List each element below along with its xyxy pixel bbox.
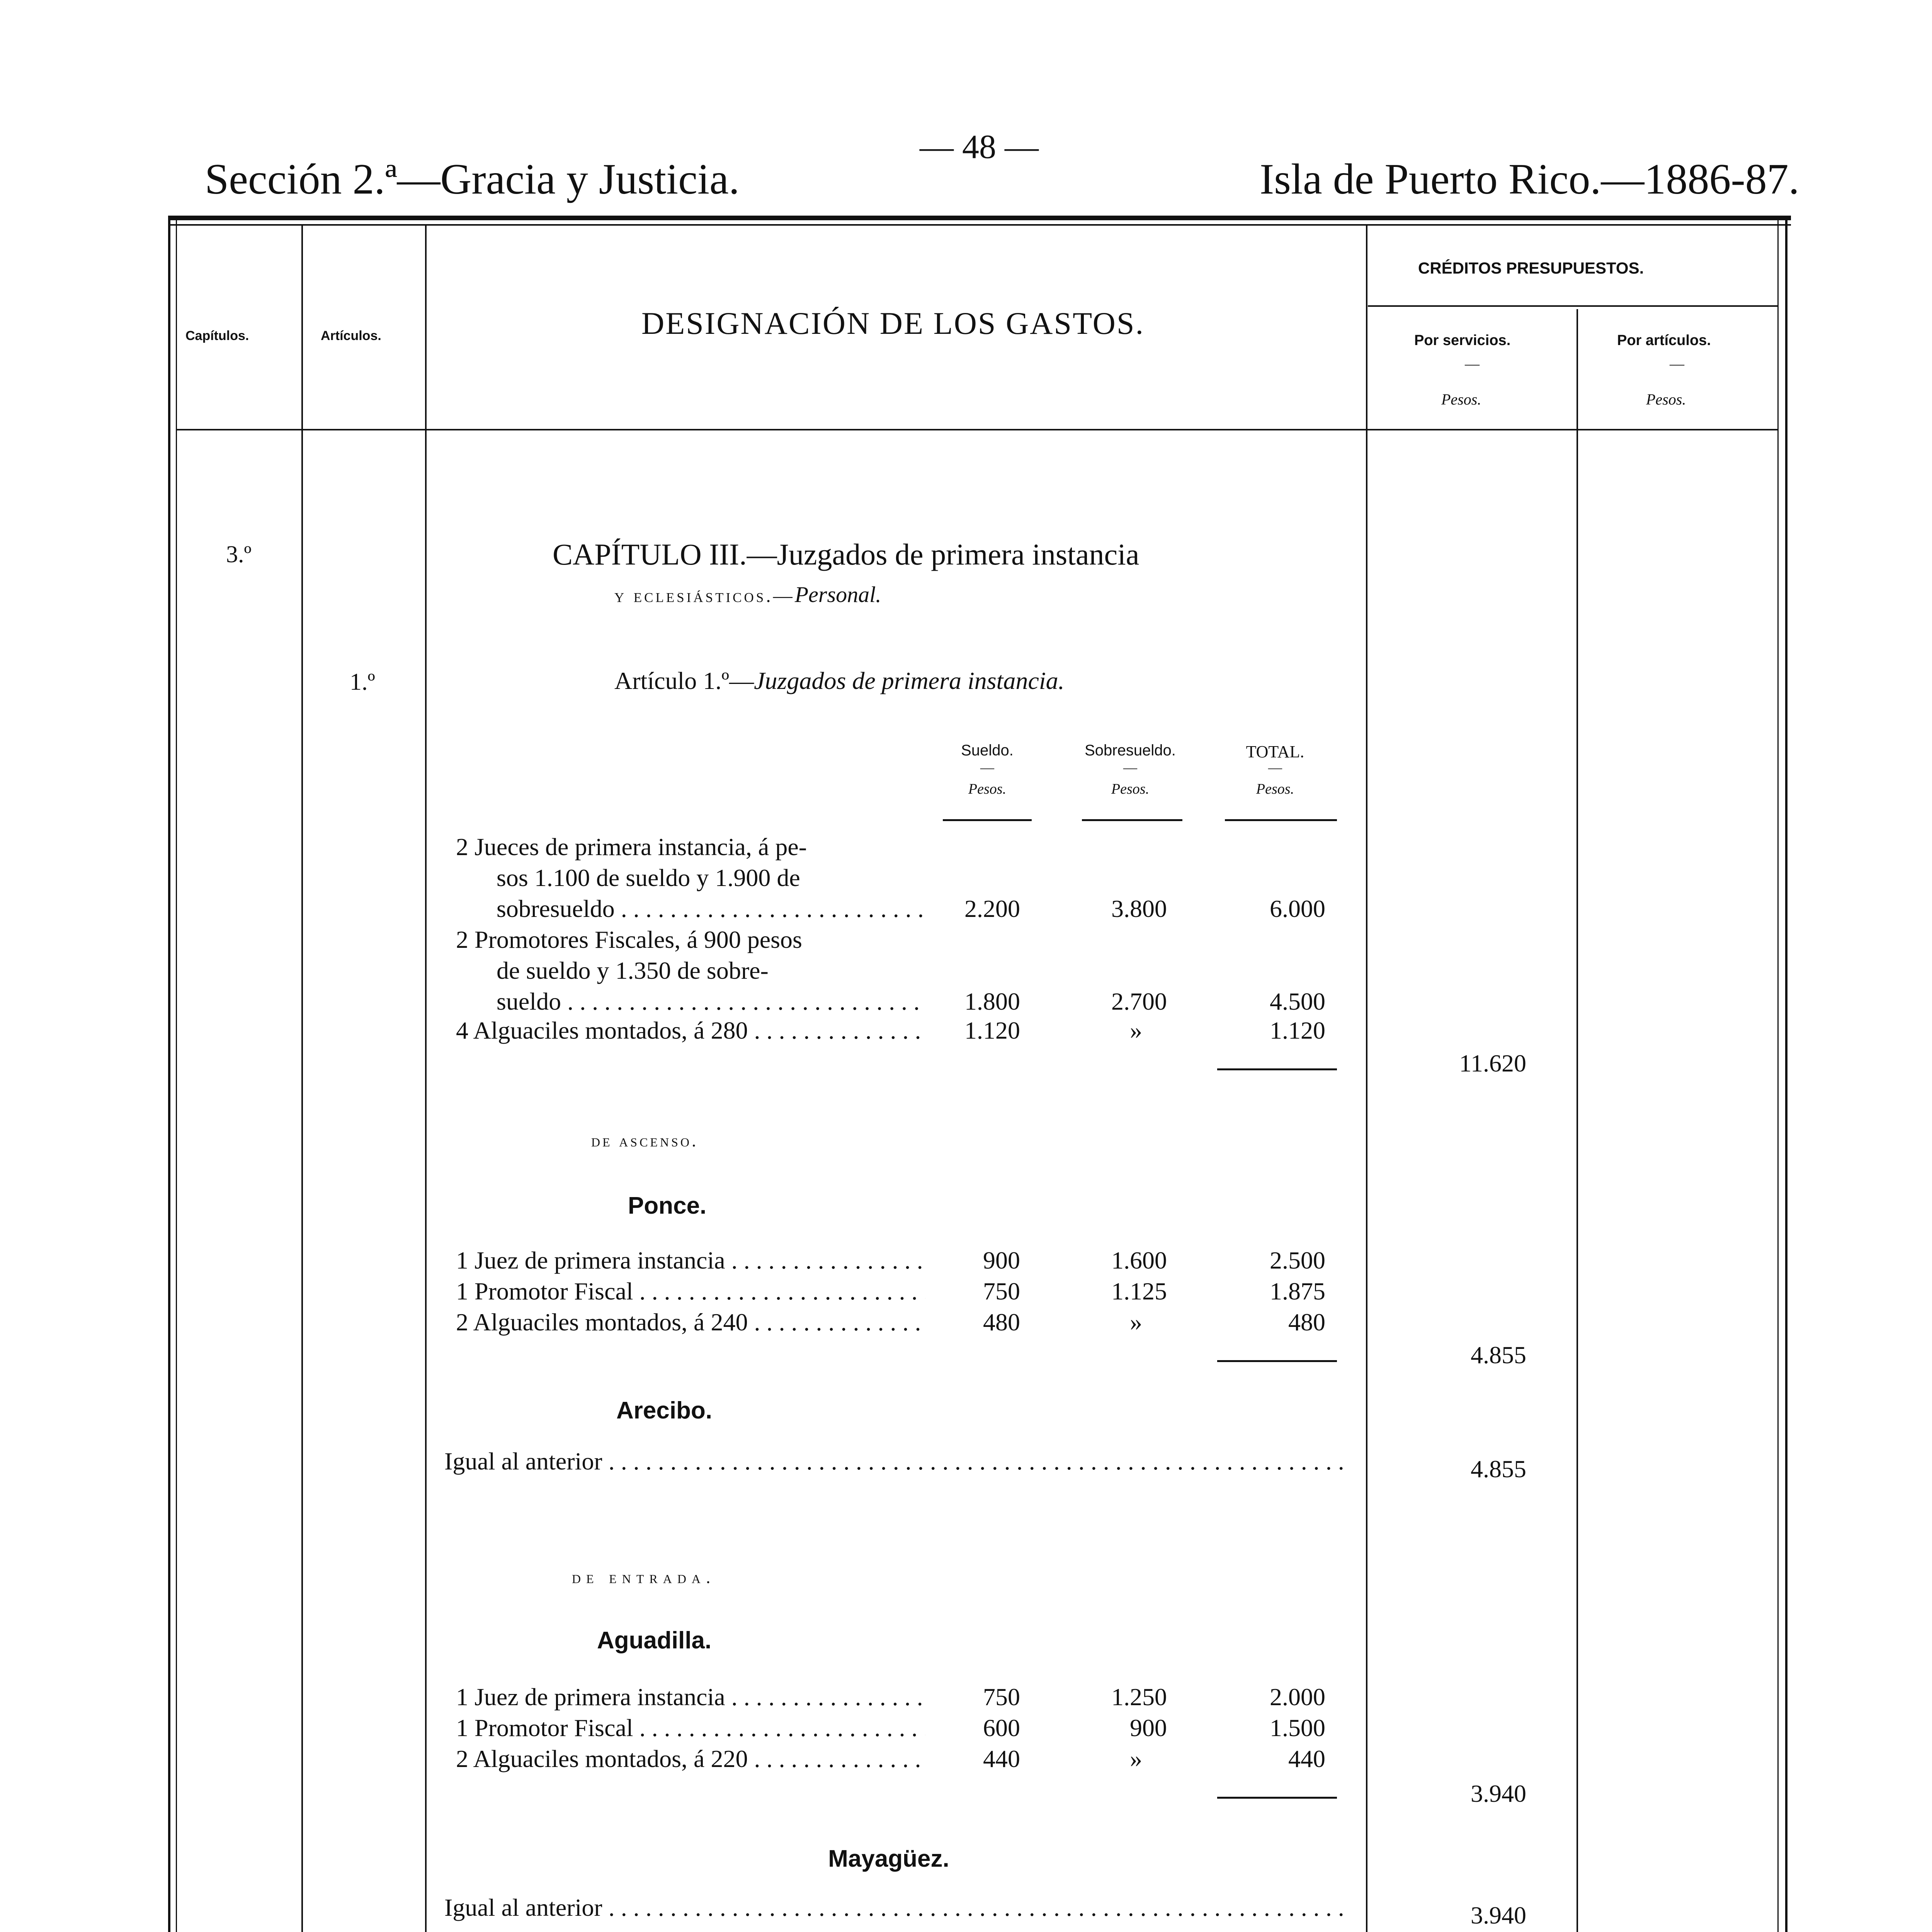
row-label: sos 1.100 de sueldo y 1.900 de (497, 864, 800, 891)
sueldo-value: 440 (983, 1745, 1020, 1772)
total-value: 2.500 (1270, 1247, 1325, 1274)
chapter-number: 3.º (226, 541, 252, 568)
sueldo-value: 480 (983, 1308, 1020, 1336)
row-label: 1 Juez de primera instancia . . . (456, 1246, 925, 1275)
total-value: 4.500 (1270, 988, 1325, 1015)
column-header-pesos: Pesos. (1646, 391, 1686, 408)
subtotal-value: 4.855 (1471, 1341, 1526, 1369)
column-header-articulos: Artículos. (321, 328, 381, 343)
town-heading: Mayagüez. (828, 1845, 949, 1872)
subtotal-value: 4.855 (1471, 1455, 1526, 1483)
subcol-header-dash: — (980, 760, 994, 775)
row-label: 1 Promotor Fiscal . . . (456, 1714, 925, 1742)
row-label: sueldo . . . (497, 987, 925, 1016)
subtotal-value: 3.940 (1471, 1901, 1526, 1929)
page-number: — 48 — (920, 128, 1039, 166)
column-header-creditos: CRÉDITOS PRESUPUESTOS. (1418, 259, 1644, 277)
town-heading: Aguadilla. (597, 1627, 712, 1654)
section-heading: de entrada. (572, 1567, 716, 1587)
row-label: 1 Promotor Fiscal . . . (456, 1277, 925, 1306)
column-header-por-articulos: Por artículos. (1617, 332, 1711, 349)
row-label: Igual al anterior . . . (444, 1447, 1345, 1476)
total-value: 2.000 (1270, 1683, 1325, 1711)
subcol-header-sobresueldo: Sobresueldo. (1085, 742, 1176, 759)
header-island-year: Isla de Puerto Rico.—1886-87. (1260, 155, 1799, 203)
column-header-dash: — (1670, 356, 1684, 372)
subcol-header-dash: — (1123, 760, 1137, 775)
town-heading: Ponce. (628, 1192, 707, 1219)
subtotal-value: 11.620 (1459, 1049, 1526, 1077)
town-heading: Arecibo. (616, 1397, 713, 1424)
column-header-capitulos: Capítulos. (185, 328, 249, 343)
sobresueldo-value: 1.250 (1111, 1683, 1167, 1711)
header-section: Sección 2.ª—Gracia y Justicia. (205, 155, 740, 203)
sobresueldo-value: » (1130, 1017, 1142, 1044)
row-label: sobresueldo . . . (497, 895, 925, 923)
column-header-por-servicios: Por servicios. (1414, 332, 1511, 349)
row-label: 4 Alguaciles montados, á 280 . . . (456, 1016, 925, 1045)
total-value: 1.120 (1270, 1017, 1325, 1044)
total-value: 480 (1288, 1308, 1325, 1336)
subcol-header-sueldo: Sueldo. (961, 742, 1014, 759)
column-header-dash: — (1465, 356, 1480, 372)
row-label: 1 Juez de primera instancia . . . (456, 1683, 925, 1711)
column-header-designacion: DESIGNACIÓN DE LOS GASTOS. (641, 306, 1145, 341)
sobresueldo-value: 1.125 (1111, 1277, 1167, 1305)
sueldo-value: 600 (983, 1714, 1020, 1742)
subcol-header-dash: — (1268, 760, 1282, 775)
sueldo-value: 900 (983, 1247, 1020, 1274)
sobresueldo-value: 1.600 (1111, 1247, 1167, 1274)
sobresueldo-value: » (1130, 1745, 1142, 1772)
row-label: 2 Jueces de primera instancia, á pe- (456, 833, 807, 861)
total-value: 6.000 (1270, 895, 1325, 922)
row-label: 2 Alguaciles montados, á 240 . . . (456, 1308, 925, 1337)
sueldo-value: 1.800 (964, 988, 1020, 1015)
chapter-subtitle: y eclesiásticos.—Personal. (614, 582, 881, 607)
row-label: 2 Alguaciles montados, á 220 . . . (456, 1745, 925, 1773)
subcol-header-pesos: Pesos. (1111, 781, 1150, 797)
sobresueldo-value: 900 (1130, 1714, 1167, 1742)
subcol-header-pesos: Pesos. (1256, 781, 1294, 797)
article-number: 1.º (350, 669, 375, 695)
article-title: Artículo 1.º—Juzgados de primera instancia. (614, 667, 1065, 694)
sobresueldo-value: 3.800 (1111, 895, 1167, 922)
total-value: 1.875 (1270, 1277, 1325, 1305)
total-value: 440 (1288, 1745, 1325, 1772)
row-label: 2 Promotores Fiscales, á 900 pesos (456, 926, 802, 953)
sueldo-value: 2.200 (964, 895, 1020, 922)
subtotal-value: 3.940 (1471, 1780, 1526, 1807)
sobresueldo-value: 2.700 (1111, 988, 1167, 1015)
column-header-pesos: Pesos. (1441, 391, 1481, 408)
sueldo-value: 750 (983, 1683, 1020, 1711)
sueldo-value: 750 (983, 1277, 1020, 1305)
total-value: 1.500 (1270, 1714, 1325, 1742)
row-label: Igual al anterior . . . (444, 1893, 1345, 1922)
chapter-title: CAPÍTULO III.—Juzgados de primera instancia (553, 537, 1139, 571)
subcol-header-total: TOTAL. (1246, 742, 1304, 761)
row-label: de sueldo y 1.350 de sobre- (497, 957, 769, 984)
subcol-header-pesos: Pesos. (968, 781, 1007, 797)
sobresueldo-value: » (1130, 1308, 1142, 1336)
sueldo-value: 1.120 (964, 1017, 1020, 1044)
section-heading: de ascenso. (591, 1131, 699, 1150)
